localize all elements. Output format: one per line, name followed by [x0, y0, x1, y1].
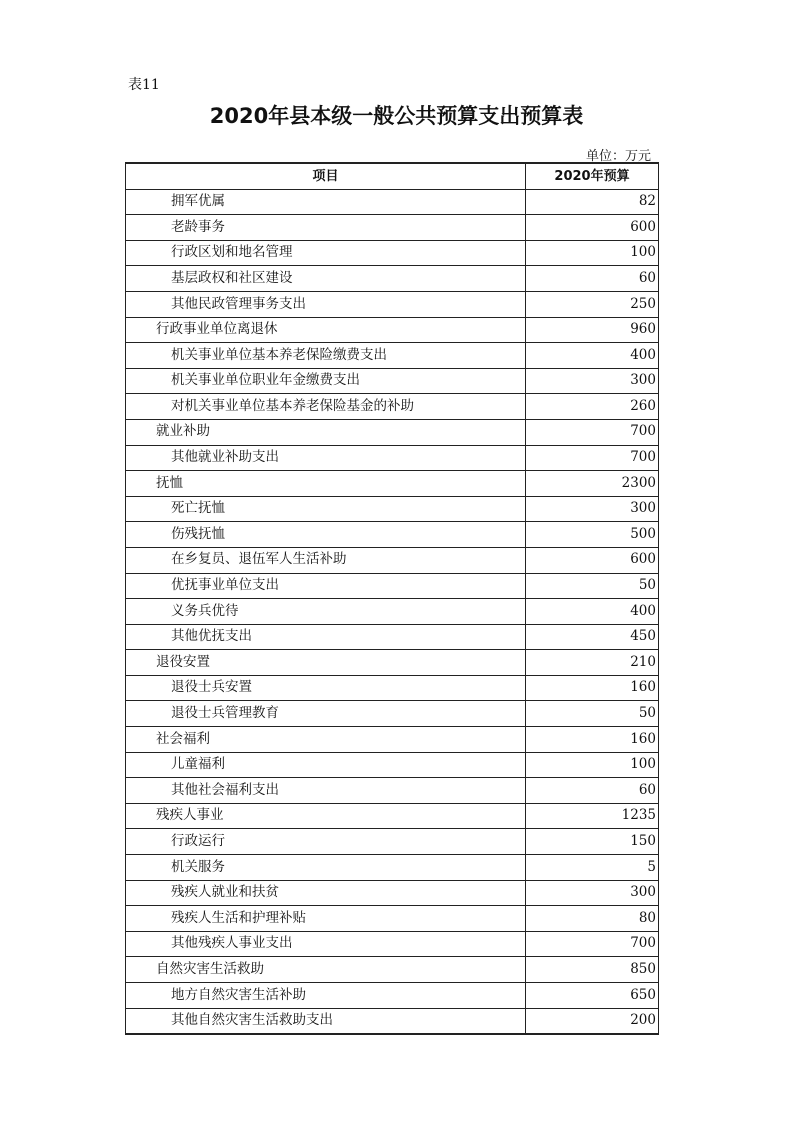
- table-row: [126, 675, 659, 701]
- row-item-name: 行政区划和地名管理: [126, 240, 526, 266]
- row-item-name: 退役士兵管理教育: [126, 701, 526, 727]
- table-row: [126, 215, 659, 241]
- row-item-value: 5: [526, 855, 659, 881]
- table-number: 表11: [128, 77, 160, 93]
- row-item-name: 优抚事业单位支出: [126, 573, 526, 599]
- table-row: [126, 240, 659, 266]
- row-item-name: 伤残抚恤: [126, 522, 526, 548]
- row-item-value: 100: [526, 752, 659, 778]
- row-item-value: 2300: [526, 471, 659, 497]
- row-item-name: 行政事业单位离退休: [126, 317, 526, 343]
- table-row: [126, 1008, 659, 1034]
- row-item-value: 700: [526, 931, 659, 957]
- row-item-name: 机关事业单位职业年金缴费支出: [126, 368, 526, 394]
- table-row: [126, 829, 659, 855]
- row-item-value: 60: [526, 778, 659, 804]
- row-item-value: 82: [526, 189, 659, 215]
- row-item-name: 对机关事业单位基本养老保险基金的补助: [126, 394, 526, 420]
- row-item-value: 400: [526, 343, 659, 369]
- row-item-name: 其他民政管理事务支出: [126, 291, 526, 317]
- row-item-name: 残疾人生活和护理补贴: [126, 906, 526, 932]
- row-item-name: 就业补助: [126, 419, 526, 445]
- table-row: [126, 931, 659, 957]
- row-item-value: 260: [526, 394, 659, 420]
- row-item-value: 300: [526, 880, 659, 906]
- table-row: [126, 727, 659, 753]
- row-item-name: 自然灾害生活救助: [126, 957, 526, 983]
- row-item-value: 1235: [526, 803, 659, 829]
- header-item: 项目: [126, 163, 526, 189]
- header-value: 2020年预算: [526, 163, 659, 189]
- row-item-name: 地方自然灾害生活补助: [126, 983, 526, 1009]
- table-row: [126, 445, 659, 471]
- table-row: [126, 317, 659, 343]
- table-row: [126, 419, 659, 445]
- table-row: [126, 906, 659, 932]
- row-item-name: 死亡抚恤: [126, 496, 526, 522]
- row-item-value: 100: [526, 240, 659, 266]
- row-item-name: 残疾人事业: [126, 803, 526, 829]
- table-row: [126, 266, 659, 292]
- row-item-value: 210: [526, 650, 659, 676]
- row-item-value: 300: [526, 368, 659, 394]
- budget-table: [125, 162, 659, 1035]
- row-item-value: 200: [526, 1008, 659, 1034]
- table-row: [126, 752, 659, 778]
- row-item-name: 其他自然灾害生活救助支出: [126, 1008, 526, 1034]
- row-item-name: 其他就业补助支出: [126, 445, 526, 471]
- row-item-name: 退役安置: [126, 650, 526, 676]
- unit-label: 单位：万元: [585, 149, 651, 164]
- table-row: [126, 573, 659, 599]
- row-item-value: 160: [526, 727, 659, 753]
- table-row: [126, 880, 659, 906]
- page-title: 2020年县本级一般公共预算支出预算表: [209, 104, 584, 128]
- row-item-name: 抚恤: [126, 471, 526, 497]
- table-row: [126, 368, 659, 394]
- row-item-value: 700: [526, 445, 659, 471]
- row-item-value: 450: [526, 624, 659, 650]
- row-item-value: 400: [526, 599, 659, 625]
- row-item-name: 儿童福利: [126, 752, 526, 778]
- row-item-value: 600: [526, 215, 659, 241]
- row-item-value: 600: [526, 547, 659, 573]
- table-row: [126, 855, 659, 881]
- row-item-value: 60: [526, 266, 659, 292]
- row-item-value: 650: [526, 983, 659, 1009]
- row-item-value: 250: [526, 291, 659, 317]
- table-row: [126, 803, 659, 829]
- table-row: [126, 547, 659, 573]
- table-row: [126, 983, 659, 1009]
- row-item-value: 50: [526, 701, 659, 727]
- table-row: [126, 394, 659, 420]
- table-row: [126, 778, 659, 804]
- row-item-value: 300: [526, 496, 659, 522]
- table-row: [126, 471, 659, 497]
- table-row: [126, 291, 659, 317]
- row-item-name: 社会福利: [126, 727, 526, 753]
- table-row: [126, 189, 659, 215]
- row-item-name: 在乡复员、退伍军人生活补助: [126, 547, 526, 573]
- row-item-value: 850: [526, 957, 659, 983]
- row-item-name: 机关服务: [126, 855, 526, 881]
- row-item-name: 机关事业单位基本养老保险缴费支出: [126, 343, 526, 369]
- table-row: [126, 701, 659, 727]
- row-item-name: 基层政权和社区建设: [126, 266, 526, 292]
- row-item-value: 50: [526, 573, 659, 599]
- row-item-name: 义务兵优待: [126, 599, 526, 625]
- row-item-name: 其他社会福利支出: [126, 778, 526, 804]
- row-item-name: 行政运行: [126, 829, 526, 855]
- table-row: [126, 343, 659, 369]
- row-item-name: 其他优抚支出: [126, 624, 526, 650]
- row-item-value: 80: [526, 906, 659, 932]
- row-item-value: 160: [526, 675, 659, 701]
- row-item-name: 残疾人就业和扶贫: [126, 880, 526, 906]
- table-row: [126, 496, 659, 522]
- table-body: [126, 189, 659, 1034]
- table-row: [126, 522, 659, 548]
- table-header-row: [126, 163, 659, 189]
- row-item-name: 拥军优属: [126, 189, 526, 215]
- row-item-value: 960: [526, 317, 659, 343]
- row-item-value: 500: [526, 522, 659, 548]
- row-item-name: 老龄事务: [126, 215, 526, 241]
- row-item-name: 退役士兵安置: [126, 675, 526, 701]
- row-item-value: 700: [526, 419, 659, 445]
- table-row: [126, 624, 659, 650]
- table-row: [126, 957, 659, 983]
- row-item-name: 其他残疾人事业支出: [126, 931, 526, 957]
- row-item-value: 150: [526, 829, 659, 855]
- table-row: [126, 650, 659, 676]
- table-row: [126, 599, 659, 625]
